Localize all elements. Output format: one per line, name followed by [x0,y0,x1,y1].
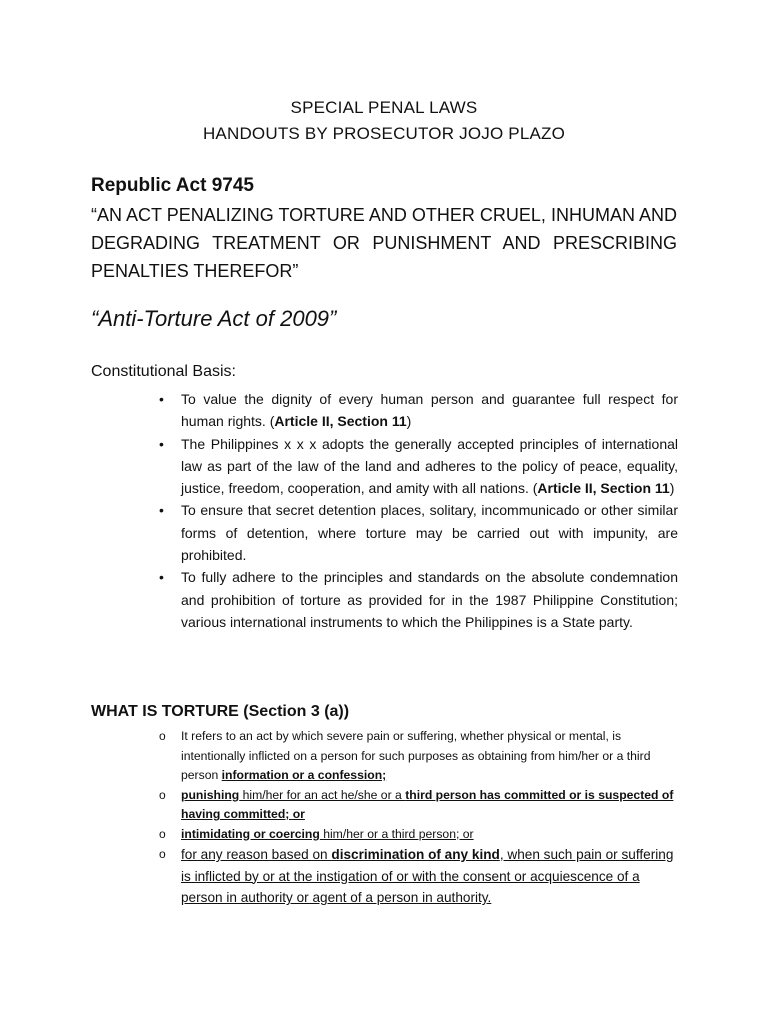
bullet-icon: • [159,569,164,586]
constitutional-basis-label: Constitutional Basis: [91,363,236,380]
circle-bullet-icon: o [159,826,166,841]
document-header [0,95,768,147]
act-title: Republic Act 9745 [91,175,254,196]
definition-emphasis: punishing [181,787,240,802]
definition-emphasis: information or a confession; [221,768,387,782]
definition-text: him/her for an act he/she or a [239,787,406,802]
definition-text: for any reason based on [181,847,332,862]
bullet-icon: • [159,435,164,452]
list-item [159,499,678,566]
torture-heading: WHAT IS TORTURE (Section 3 (a)) [91,703,350,720]
definition-emphasis: intimidating or coercing [181,826,320,841]
basis-reference: Article II, Section 11 [274,413,407,430]
basis-end: ) [669,480,675,497]
basis-text: To fully adhere to the principles and standards on the absolute condemnation and prohibition of torture as provided for in the 1987 Philippine Constitution; various international instruments to which the Philippines is a State party. [181,569,678,630]
basis-text: To ensure that secret detention places, solitary, incommunicado or other similar forms of detention, where torture may be carried out with impunity, are prohibited. [181,502,678,564]
list-item [159,844,681,909]
act-short-title: “Anti-Torture Act of 2009” [91,306,337,331]
act-description: “AN ACT PENALIZING TORTURE AND OTHER CRUEL, INHUMAN AND DEGRADING TREATMENT OR PUNISHMENT AND PRESCRIBING PENALTIES THEREFOR” [91,205,677,281]
definition-text: him/her or a third person; or [319,826,474,841]
basis-text: The Philippines x x x adopts the generally accepted principles of international law as part of the law of the land and adheres to the policy of peace, equality, justice, freedom, cooperation, and amity with all nations. ( [181,435,678,497]
bullet-icon: • [159,502,164,519]
definition-text: It refers to an act by which severe pain or suffering, whether physical or mental, is intentionally inflicted on a person for such purposes as obtaining from him/her or a third person [181,729,651,782]
list-item [159,727,681,786]
definition-emphasis: discrimination of any kind [331,847,500,862]
torture-definition-list [159,727,681,909]
basis-text: To value the dignity of every human person and guarantee full respect for human rights. ( [181,391,678,430]
definition-emphasis: third person has committed or is suspected of having committed; or [181,787,674,821]
bullet-icon: • [159,391,164,407]
basis-reference: Article II, Section 11 [537,480,670,497]
circle-bullet-icon: o [159,729,166,743]
constitutional-basis-list [159,388,678,633]
list-item [159,433,678,500]
basis-end: ) [406,413,412,430]
definition-text: , when such pain or suffering is inflicted by or at the instigation of or with the consent or acquiescence of a person in authority or agent of a person in authority. [181,847,674,905]
list-item [159,388,678,433]
circle-bullet-icon: o [159,847,166,861]
list-item [159,566,678,633]
header-title: SPECIAL PENAL LAWS [290,98,478,117]
circle-bullet-icon: o [159,787,166,802]
list-item [159,825,681,845]
list-item [159,786,681,825]
header-subtitle: HANDOUTS BY PROSECUTOR JOJO PLAZO [202,124,566,143]
